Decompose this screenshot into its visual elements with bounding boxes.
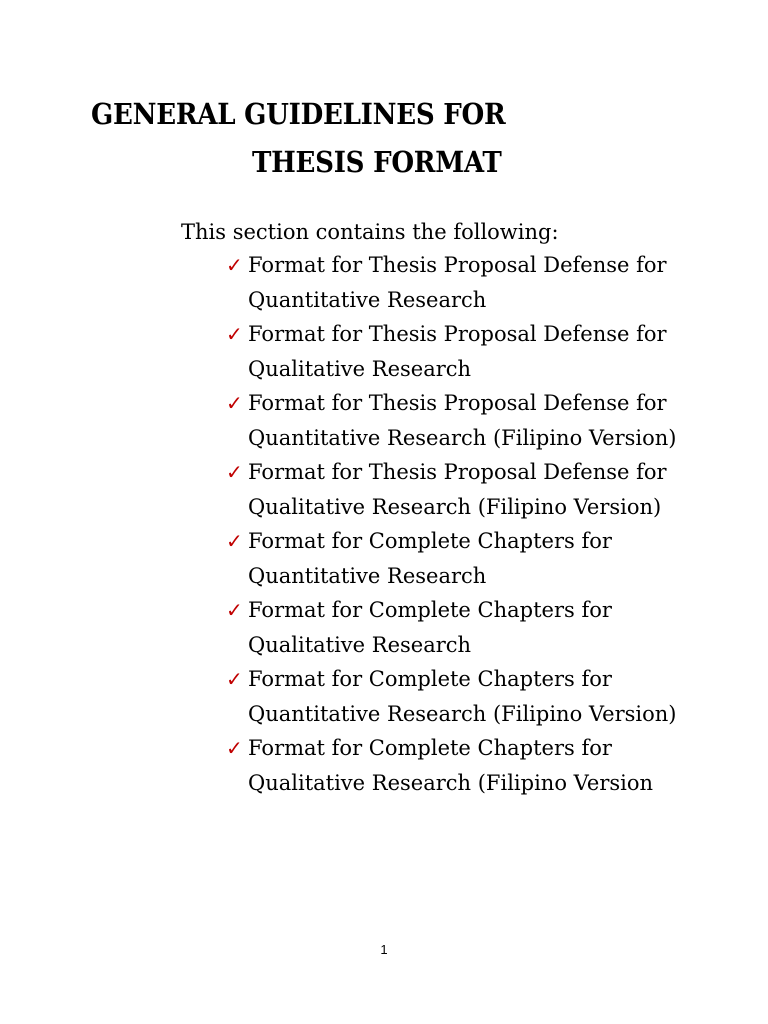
- checkmark-icon: ✓: [226, 391, 243, 415]
- checklist-item-text: Format for Thesis Proposal Defense for Qualitative Research (Filipino Version): [248, 460, 667, 519]
- checklist-item-text: Format for Thesis Proposal Defense for Quantitative Research: [248, 253, 667, 312]
- checklist-item-text: Format for Thesis Proposal Defense for Qualitative Research: [248, 322, 667, 381]
- checkmark-icon: ✓: [226, 253, 243, 277]
- checklist-item: [226, 524, 678, 593]
- checkmark-icon: ✓: [226, 529, 243, 553]
- checkmark-icon: ✓: [226, 322, 243, 346]
- format-checklist: [226, 248, 678, 800]
- checklist-item-text: Format for Complete Chapters for Qualitative Research (Filipino Version: [248, 736, 654, 795]
- checklist-item: [226, 593, 678, 662]
- intro-text: This section contains the following:: [181, 220, 559, 244]
- checklist-item: [226, 386, 678, 455]
- checklist-item: [226, 731, 678, 800]
- checklist-item-text: Format for Complete Chapters for Quantitative Research (Filipino Version): [248, 667, 677, 726]
- checklist-item: [226, 248, 678, 317]
- page-number: 1: [380, 942, 388, 957]
- checkmark-icon: ✓: [226, 598, 243, 622]
- checklist-item-text: Format for Complete Chapters for Qualitative Research: [248, 598, 612, 657]
- checklist-item-text: Format for Thesis Proposal Defense for Quantitative Research (Filipino Version): [248, 391, 677, 450]
- checkmark-icon: ✓: [226, 460, 243, 484]
- document-title-line-2: THESIS FORMAT: [252, 145, 502, 179]
- checkmark-icon: ✓: [226, 736, 243, 760]
- checkmark-icon: ✓: [226, 667, 243, 691]
- document-title-line-1: GENERAL GUIDELINES FOR: [91, 97, 506, 131]
- checklist-item: [226, 317, 678, 386]
- checklist-item: [226, 455, 678, 524]
- checklist-item-text: Format for Complete Chapters for Quantitative Research: [248, 529, 612, 588]
- checklist-item: [226, 662, 678, 731]
